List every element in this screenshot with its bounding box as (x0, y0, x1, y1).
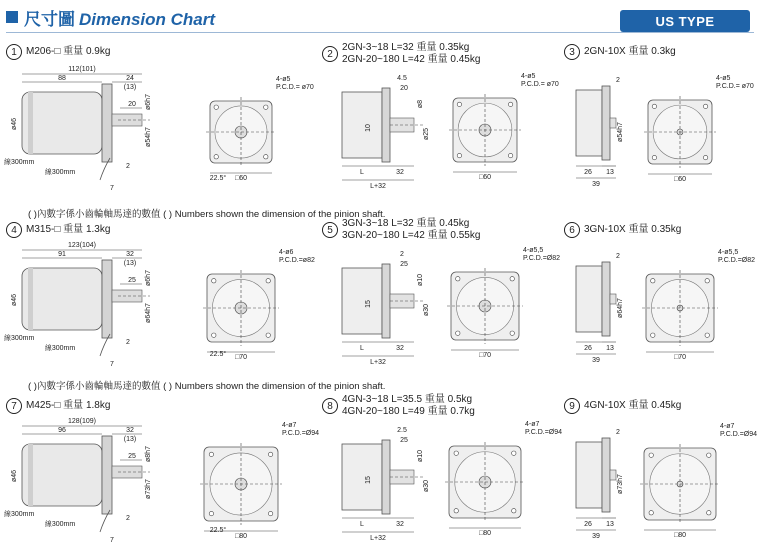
item-spec-line: 4GN-20~180 L=49 重量 0.7kg (342, 406, 475, 417)
mounting-hole-icon (456, 331, 460, 335)
dim-a: 2 (616, 253, 620, 260)
item-spec-line: M206-□ 重量 0.9kg (26, 46, 111, 57)
dim-b-label: 26 (584, 345, 592, 352)
dim-body-dia: ø46 (11, 469, 18, 483)
item-spec-line: 3GN-10X 重量 0.35kg (584, 224, 682, 235)
dim-pilot-dia: ø54h7 (145, 127, 152, 147)
item-spec-line: 4GN-10X 重量 0.45kg (584, 400, 682, 411)
dim-d-label: 39 (592, 357, 600, 364)
mounting-hole-icon (266, 333, 270, 337)
dim-body-dia: ø46 (11, 293, 18, 307)
motor-flange (102, 436, 112, 514)
decimal-body (576, 442, 602, 508)
dim-holes: 4-ø7 (282, 422, 297, 429)
decimal-flange (602, 438, 610, 512)
dim-holes: 4-ø5,5 (718, 249, 739, 256)
dim-L-label: L (360, 521, 364, 528)
motor-band (28, 268, 33, 330)
angle-label: 22.5° (209, 527, 227, 534)
motor-shaft (112, 290, 142, 302)
mounting-hole-icon (209, 511, 213, 515)
dim-pilot-dia: ø64h7 (145, 303, 152, 323)
mounting-hole-icon (454, 451, 458, 455)
item-spec-line: M425-□ 重量 1.8kg (26, 400, 111, 411)
decimal-stub (610, 470, 616, 480)
dim-square-label: □80 (673, 532, 687, 539)
item-spec-line: 2GN-20~180 L=42 重量 0.45kg (342, 54, 481, 65)
mounting-hole-icon (214, 155, 218, 159)
dim-holes: 4-ø5 (716, 75, 731, 82)
dim-pcd: P.C.D.=Ø82 (523, 255, 561, 262)
item-number-badge: 7 (6, 398, 22, 414)
dim-square-label: □80 (234, 533, 248, 540)
dim-d3: ø10 (417, 449, 424, 463)
decimal-stub (610, 294, 616, 304)
dim-pcd: P.C.D.=Ø94 (282, 430, 320, 437)
motor-band (28, 444, 33, 506)
item-number-badge: 4 (6, 222, 22, 238)
mounting-hole-icon (649, 453, 653, 457)
dim-d2: 25 (400, 437, 408, 444)
dim-b-label: (13) (123, 260, 137, 267)
dim-body-length: 91 (58, 251, 66, 258)
dim-square-label: □70 (234, 354, 248, 361)
mounting-hole-icon (705, 333, 709, 337)
item-number-badge: 6 (564, 222, 580, 238)
dim-32-label: 32 (396, 345, 404, 352)
dim-a: 2 (616, 77, 620, 84)
gearhead-flange (382, 440, 390, 514)
dim-c-label: 13 (606, 521, 614, 528)
motor-shaft (112, 466, 142, 478)
mounting-hole-icon (457, 102, 461, 106)
dim-shaft-dia: ø6h7 (145, 94, 152, 110)
dim-a-label: 32 (126, 251, 134, 258)
dim-pcd: P.C.D.= ø70 (276, 84, 314, 91)
pinion-note-1: ( )內數字係小齒輪軸馬達的數值 ( ) Numbers shown the dimension of the pinion shaft. (28, 209, 386, 220)
item-number-badge: 1 (6, 44, 22, 60)
title-en: Dimension Chart (79, 9, 216, 29)
dim-pcd: P.C.D.= ø70 (521, 81, 559, 88)
angle-label: 22.5° (209, 175, 227, 182)
mounting-hole-icon (510, 331, 514, 335)
us-type-badge: US TYPE (620, 10, 750, 32)
dim-d1: 2 (400, 251, 404, 258)
gearhead-flange (382, 88, 390, 162)
dim-holes: 4-ø5,5 (523, 247, 544, 254)
dim-shaft-dia: ø8h7 (145, 446, 152, 462)
motor-shaft (112, 114, 142, 126)
mounting-hole-icon (214, 105, 218, 109)
dim-f-label: 7 (110, 537, 114, 544)
wire-label-2: 線300mm (44, 169, 76, 176)
dim-pilot: ø64h7 (617, 298, 624, 318)
mounting-hole-icon (209, 452, 213, 456)
item-number-badge: 9 (564, 398, 580, 414)
mounting-hole-icon (268, 511, 272, 515)
dim-d2: 20 (400, 85, 408, 92)
decimal-flange (602, 262, 610, 336)
mounting-hole-icon (651, 279, 655, 283)
dim-g-label: 2 (126, 163, 130, 170)
motor-flange (102, 260, 112, 338)
item-spec-line: 2GN-10X 重量 0.3kg (584, 46, 676, 57)
motor-flange (102, 84, 112, 162)
item-spec-line: 4GN-3~18 L=35.5 重量 0.5kg (342, 394, 473, 405)
item-number-badge: 8 (322, 398, 338, 414)
pinion-note-2: ( )內數字係小齒輪軸馬達的數值 ( ) Numbers shown the dimension of the pinion shaft. (28, 381, 386, 392)
motor-body (22, 92, 102, 154)
decimal-stub (610, 118, 616, 128)
dim-d1: 2.5 (397, 427, 407, 434)
mounting-hole-icon (707, 453, 711, 457)
dim-L-label: L (360, 345, 364, 352)
wire-label-2: 線300mm (44, 345, 76, 352)
dim-d3: ø8 (417, 99, 424, 109)
dim-overall-length: 112(101) (68, 66, 96, 73)
motor-body (22, 444, 102, 506)
dim-f-label: 7 (110, 361, 114, 368)
dim-overall-length: 128(109) (67, 418, 97, 425)
item-number-badge: 3 (564, 44, 580, 60)
wire-label-1: 線300mm (4, 335, 35, 342)
decimal-body (576, 90, 602, 156)
dim-pilot: ø73h7 (617, 474, 624, 494)
dim-pcd: P.C.D.=Ø94 (720, 431, 758, 438)
mounting-hole-icon (457, 153, 461, 157)
decimal-flange (602, 86, 610, 160)
dim-d-label: 39 (592, 533, 600, 540)
dim-holes: 4-ø7 (525, 421, 540, 428)
item-number-badge: 5 (322, 222, 338, 238)
dim-square-label: □70 (673, 354, 687, 361)
dim-body-length: 96 (58, 427, 66, 434)
dim-c-label: 25 (128, 453, 136, 460)
wire-label-1: 線300mm (4, 511, 35, 518)
mounting-hole-icon (703, 104, 707, 108)
dim-pcd: P.C.D.=ø82 (279, 257, 315, 264)
mounting-hole-icon (264, 105, 268, 109)
gearhead-flange (382, 264, 390, 338)
dim-pilot-dia: ø73h7 (145, 479, 152, 499)
mounting-hole-icon (456, 277, 460, 281)
dim-holes: 4-ø6 (279, 249, 294, 256)
dim-a-label: 32 (126, 427, 134, 434)
dim-holes: 4-ø7 (720, 423, 735, 430)
dim-body-length: 88 (58, 75, 66, 82)
mounting-hole-icon (512, 509, 516, 513)
item-number-badge: 2 (322, 46, 338, 62)
mounting-hole-icon (508, 153, 512, 157)
dim-d5: 10 (365, 124, 372, 132)
dim-c-label: 25 (128, 277, 136, 284)
mounting-hole-icon (510, 277, 514, 281)
dim-d3: ø10 (417, 273, 424, 287)
mounting-hole-icon (705, 279, 709, 283)
mounting-hole-icon (512, 451, 516, 455)
angle-label: 22.5° (209, 351, 227, 358)
dim-a-label: 24 (126, 75, 134, 82)
mounting-hole-icon (212, 279, 216, 283)
gearhead-body (342, 268, 382, 334)
mounting-hole-icon (703, 155, 707, 159)
mounting-hole-icon (652, 155, 656, 159)
title-cjk: 尺寸圖 (24, 9, 75, 29)
item-spec-line: 2GN-3~18 L=32 重量 0.35kg (342, 42, 470, 53)
mounting-hole-icon (454, 509, 458, 513)
mounting-hole-icon (268, 452, 272, 456)
wire-label-2: 線300mm (44, 521, 76, 528)
mounting-hole-icon (649, 511, 653, 515)
dim-b-label: (13) (123, 84, 137, 91)
dim-shaft-dia: ø6h7 (145, 270, 152, 286)
dim-square-label: □80 (478, 530, 492, 537)
dim-d5: 15 (365, 476, 372, 484)
dim-Lplus-label: L+32 (370, 183, 386, 190)
item-spec-line: 3GN-20~180 L=42 重量 0.55kg (342, 230, 481, 241)
mounting-hole-icon (652, 104, 656, 108)
dim-pcd: P.C.D.=Ø82 (718, 257, 756, 264)
wire-label-1: 線300mm (4, 159, 35, 166)
mounting-hole-icon (212, 333, 216, 337)
dim-g-label: 2 (126, 515, 130, 522)
dim-d4: ø25 (423, 127, 430, 141)
mounting-hole-icon (266, 279, 270, 283)
dim-b-label: 26 (584, 169, 592, 176)
dim-holes: 4-ø5 (521, 73, 536, 80)
dim-body-dia: ø46 (11, 117, 18, 131)
mounting-hole-icon (508, 102, 512, 106)
dim-holes: 4-ø5 (276, 76, 291, 83)
dim-c-label: 13 (606, 345, 614, 352)
item-spec-line: M315-□ 重量 1.3kg (26, 224, 111, 235)
dim-a: 2 (616, 429, 620, 436)
dim-d-label: 39 (592, 181, 600, 188)
dim-b-label: 26 (584, 521, 592, 528)
dim-Lplus-label: L+32 (370, 535, 386, 542)
dim-d4: ø30 (423, 303, 430, 317)
dim-L-label: L (360, 169, 364, 176)
dim-b-label: (13) (123, 436, 137, 443)
dim-pcd: P.C.D.= ø70 (716, 83, 754, 90)
dim-d1: 4.5 (397, 75, 407, 82)
motor-band (28, 92, 33, 154)
mounting-hole-icon (707, 511, 711, 515)
dim-f-label: 7 (110, 185, 114, 192)
dim-d2: 25 (400, 261, 408, 268)
gearhead-body (342, 92, 382, 158)
dim-square-label: □60 (673, 176, 687, 183)
dim-overall-length: 123(104) (67, 242, 97, 249)
dim-32-label: 32 (396, 169, 404, 176)
dim-Lplus-label: L+32 (370, 359, 386, 366)
motor-body (22, 268, 102, 330)
decimal-body (576, 266, 602, 332)
dim-c-label: 13 (606, 169, 614, 176)
dim-32-label: 32 (396, 521, 404, 528)
dim-square-label: □70 (478, 352, 492, 359)
dim-square-label: □60 (234, 175, 248, 182)
dim-d5: 15 (365, 300, 372, 308)
gearhead-body (342, 444, 382, 510)
item-spec-line: 3GN-3~18 L=32 重量 0.45kg (342, 218, 470, 229)
mounting-hole-icon (651, 333, 655, 337)
dim-square-label: □60 (478, 174, 492, 181)
dim-pilot: ø54h7 (617, 122, 624, 142)
dim-pcd: P.C.D.=Ø94 (525, 429, 563, 436)
dim-c-label: 20 (128, 101, 136, 108)
dim-g-label: 2 (126, 339, 130, 346)
dim-d4: ø30 (423, 479, 430, 493)
mounting-hole-icon (264, 155, 268, 159)
